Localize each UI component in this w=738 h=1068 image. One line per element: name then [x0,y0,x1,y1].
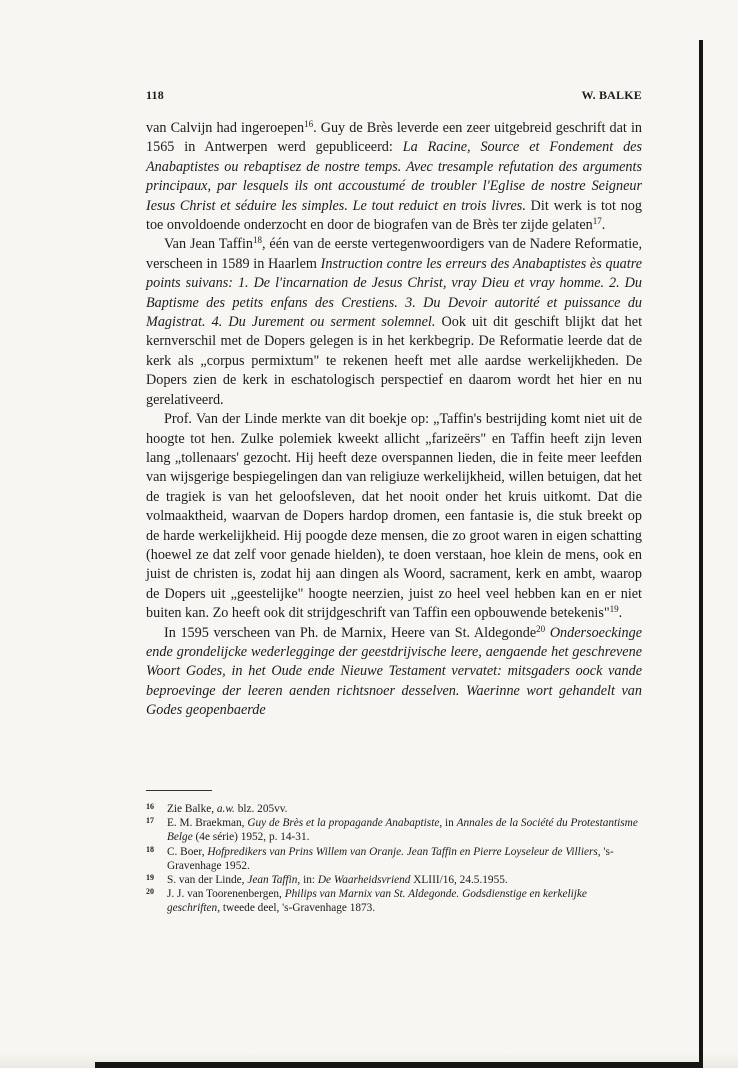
text: tweede deel, 's-Gravenhage 1873. [220,902,376,915]
page-edge-shadow-bottom [95,1062,703,1068]
text: Dit werk is tot nog toe onvoldoende onderzocht en door de biografen van de Brès ter zijde gelaten [146,197,642,234]
book-title: La Racine, Source et Fondement des Anabaptistes ou rebaptisez de nostre temps. Avec tresample refutation des arguments principaux, par lesquels ils ont accoustumé de troubler l'Eglise de nostre Seigneur Iesus Christ et séduire les simples. Le tout reduict en trois livres. [146,139,642,214]
footnote-number: 18 [146,844,154,854]
text: C. Boer, [167,845,208,858]
text: Philips van Marnix van St. Aldegonde. Godsdienstige en kerkelijke geschriften, [167,888,587,915]
paragraph-2 [146,235,642,410]
text: (4e série) 1952, p. 14-31. [192,831,310,844]
footnote-divider [146,790,212,791]
text: Zie Balke, [167,803,217,815]
text: Van Jean Taffin [164,236,253,253]
page-edge-shadow-right [699,40,703,1068]
text: a.w. [216,803,235,815]
text: Annales de la Société du Protestantisme Belge [167,817,638,844]
text: Prof. Van der Linde merkte van dit boekje op: „Taffin's bestrijding komt niet uit de hoogte tot hen. Zulke polemiek kweekt allicht „farizeërs" en Taffin heeft zijn leven lang „tollenaars' gezocht. Hij heeft deze overspannen lieden, die in feite meer leefden van wijsgerige bespiegelingen dan van religiuze werkelijkheid, willen betuigen, dat het de tragiek is van het geloofsleven, dat het nooit onder het kruis uitkomt. Dat die volmaaktheid, waarvan de Dopers hardop dromen, een fantasie is, die stuk breekt op de harde werkelijkheid. Hij poogde deze mensen, die zo groot waren in eigen schatting (hoewel ze dat zelf voor genade hielden), te doen verstaan, hoe klein de mens, ook en juist de christen is, zodat hij aan dingen als Woord, sacrament, kerk en ambt, waarop de Dopers uit „geestelijke" hoogte neerzien, juist zo heel veel hebben kan en er niet buiten kan. Zo heeft ook dit strijdgeschrift van Taffin een opbouwende betekenis" [146,411,642,622]
text: De Waarheidsvriend [317,874,411,887]
page-number: 118 [146,88,164,102]
text: in: [300,874,318,887]
footnotes [146,802,642,916]
footnote-18 [146,845,642,873]
text: 's-Gravenhage 1952. [167,845,614,872]
footnote-number: 17 [146,816,154,826]
body-text [146,119,642,721]
footnote-ref-17[interactable]: 17 [592,216,602,227]
footnote-ref-19[interactable]: 19 [609,604,619,615]
book-title: Ondersoeckinge ende grondelijcke wederlegginge der geestdrijvische leere, aengaende het geschrevene Woort Godes, in het Oude ende Nieuwe Testament vervatet: mitsgaders oock vande beproevinge der leeren aenden richtsnoer desselven. Waerinne wort gehandelt van Godes geopenbaerde [146,624,642,719]
text: . [601,217,606,234]
paragraph-4 [146,624,642,721]
running-head: W. BALKE [581,88,642,102]
text: . [618,605,623,622]
book-title: Instruction contre les erreurs des Anabaptistes ès quatre points suivans: 1. De l'incarnation de Jesus Christ, vray Dieu et vray homme. 2. Du Baptisme des petits enfans des Crestiens. 3. Du Devoir autorité et puissance du Magistrat. 4. Du Jurement ou serment solemnel. [146,255,642,331]
footnote-ref-16[interactable]: 16 [304,119,314,129]
text: blz. 205vv. [234,803,288,815]
text: J. J. van Toorenenbergen, [167,888,285,901]
text: S. van der Linde, [167,874,248,887]
text: XLIII/16, 24.5.1955. [410,874,508,887]
paragraph-1 [146,119,642,235]
paragraph-3 [146,410,642,623]
text: In 1595 verscheen van Ph. de Marnix, Heere van St. Aldegonde [164,624,537,641]
text: Ook uit dit geschift blijkt dat het kernverschil met de Dopers gelegen is in het kerkbegrip. De Reformatie leerde dat de kerk als „corpus permixtum" te rekenen heeft met alle aardse werkelijkheden. De Dopers zien de kerk in eschatologisch perspectief en daarom wordt het hier en nu gerelativeerd. [146,314,643,408]
footnote-number: 20 [146,887,154,897]
text: . Guy de Brès leverde een zeer uitgebreid geschrift dat in 1565 in Antwerpen werd gepubliceerd: [146,120,642,156]
footnote-number: 16 [146,802,154,811]
text: Guy de Brès et la propagande Anabaptiste, [247,817,443,830]
footnote-20 [146,887,642,915]
footnote-number: 19 [146,873,154,883]
text: E. M. Braekman, [167,817,248,830]
footnote-16 [146,802,642,816]
text: Hofpredikers van Prins Willem van Oranje. Jean Taffin en Pierre Loyseleur de Villiers, [207,845,601,858]
text: , één van de eerste vertegenwoordigers van de Nadere Reformatie, verscheen in 1589 in Haarlem [146,236,642,272]
text: in [442,817,457,830]
page-header [146,88,642,108]
text: van Calvijn had ingeroepen [146,120,305,136]
text: Jean Taffin, [247,874,301,887]
footnote-ref-18[interactable]: 18 [252,235,262,246]
footnote-19 [146,873,642,887]
footnote-ref-20[interactable]: 20 [536,623,546,634]
footnote-17 [146,816,642,844]
